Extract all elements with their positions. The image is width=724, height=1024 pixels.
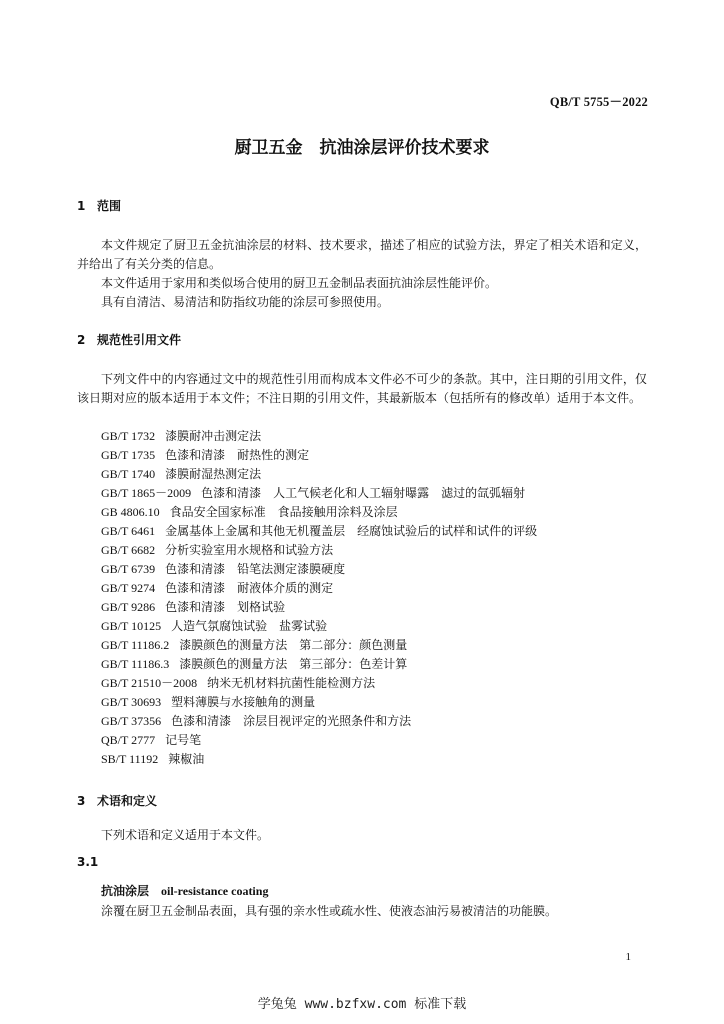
reference-code: GB/T 1735 — [101, 448, 156, 462]
reference-code: GB/T 30693 — [101, 695, 162, 709]
reference-code: GB/T 10125 — [101, 619, 162, 633]
reference-title: 色漆和清漆 人工气候老化和人工辐射曝露 滤过的氙弧辐射 — [201, 486, 526, 500]
footer-watermark: 学兔兔 www.bzfxw.com 标准下载 — [257, 997, 467, 1012]
reference-item — [101, 750, 537, 769]
reference-item — [101, 731, 537, 750]
section-title: 术语和定义 — [97, 794, 158, 808]
reference-code: GB 4806.10 — [101, 505, 160, 519]
reference-code: GB/T 21510－2008 — [101, 676, 198, 690]
term-chinese: 抗油涂层 — [101, 884, 150, 898]
term-heading — [101, 882, 268, 899]
terms-intro: 下列术语和定义适用于本文件。 — [101, 828, 270, 842]
reference-item — [101, 522, 537, 541]
section-number: 2 — [77, 333, 86, 347]
reference-title: 金属基体上金属和其他无机覆盖层 经腐蚀试验后的试样和试件的评级 — [165, 524, 538, 538]
reference-list — [101, 427, 537, 769]
reference-item — [101, 560, 537, 579]
reference-code: GB/T 6461 — [101, 524, 156, 538]
section-heading-terms — [77, 792, 157, 809]
reference-code: GB/T 6739 — [101, 562, 156, 576]
reference-title: 漆膜颜色的测量方法 第二部分：颜色测量 — [179, 638, 408, 652]
reference-item — [101, 465, 537, 484]
reference-item — [101, 693, 537, 712]
reference-item — [101, 617, 537, 636]
reference-title: 食品安全国家标准 食品接触用涂料及涂层 — [169, 505, 398, 519]
reference-item — [101, 712, 537, 731]
reference-code: GB/T 9274 — [101, 581, 156, 595]
reference-title: 漆膜颜色的测量方法 第三部分：色差计算 — [179, 657, 408, 671]
reference-title: 漆膜耐冲击测定法 — [165, 429, 262, 443]
reference-title: 漆膜耐湿热测定法 — [165, 467, 262, 481]
scope-paragraph-2: 本文件适用于家用和类似场合使用的厨卫五金制品表面抗油涂层性能评价。 — [101, 276, 498, 290]
document-title: 厨卫五金 抗油涂层评价技术要求 — [234, 138, 490, 158]
reference-code: SB/T 11192 — [101, 752, 159, 766]
reference-title: 色漆和清漆 划格试验 — [165, 600, 286, 614]
reference-item — [101, 579, 537, 598]
reference-code: GB/T 9286 — [101, 600, 156, 614]
reference-title: 色漆和清漆 铅笔法测定漆膜硬度 — [165, 562, 346, 576]
normative-refs-intro: 下列文件中的内容通过文中的规范性引用而构成本文件必不可少的条款。其中，注日期的引用文件，仅该日期对应的版本适用于本文件；不注日期的引用文件，其最新版本（包括所有的修改单）适用于本文件。 — [77, 372, 647, 405]
term-english: oil-resistance coating — [161, 884, 269, 898]
section-number: 1 — [77, 199, 86, 213]
reference-item — [101, 541, 537, 560]
reference-title: 塑料薄膜与水接触角的测量 — [171, 695, 316, 709]
section-title: 规范性引用文件 — [97, 333, 182, 347]
section-title: 范围 — [97, 199, 122, 213]
reference-code: GB/T 11186.2 — [101, 638, 170, 652]
subsection-number: 3.1 — [77, 855, 99, 869]
reference-item — [101, 484, 537, 503]
reference-title: 色漆和清漆 耐液体介质的测定 — [165, 581, 334, 595]
reference-code: GB/T 1865－2009 — [101, 486, 192, 500]
reference-code: GB/T 6682 — [101, 543, 156, 557]
reference-title: 分析实验室用水规格和试验方法 — [165, 543, 334, 557]
section-number: 3 — [77, 794, 86, 808]
reference-item — [101, 598, 537, 617]
scope-paragraph-1: 本文件规定了厨卫五金抗油涂层的材料、技术要求，描述了相应的试验方法，界定了相关术语和定义，并给出了有关分类的信息。 — [77, 238, 647, 271]
reference-item — [101, 674, 537, 693]
standard-code: QB/T 5755－2022 — [549, 95, 648, 109]
reference-item — [101, 446, 537, 465]
section-heading-scope — [77, 197, 121, 214]
reference-item — [101, 503, 537, 522]
reference-title: 人造气氛腐蚀试验 盐雾试验 — [171, 619, 328, 633]
reference-item — [101, 655, 537, 674]
reference-code: QB/T 2777 — [101, 733, 156, 747]
reference-item — [101, 427, 537, 446]
reference-code: GB/T 37356 — [101, 714, 162, 728]
reference-title: 纳米无机材料抗菌性能检测方法 — [207, 676, 376, 690]
reference-code: GB/T 1732 — [101, 429, 156, 443]
scope-paragraph-3: 具有自清洁、易清洁和防指纹功能的涂层可参照使用。 — [101, 295, 390, 309]
page-number: 1 — [625, 951, 631, 963]
reference-code: GB/T 11186.3 — [101, 657, 170, 671]
reference-code: GB/T 1740 — [101, 467, 156, 481]
reference-title: 色漆和清漆 耐热性的测定 — [165, 448, 310, 462]
term-definition: 涂覆在厨卫五金制品表面，具有强的亲水性或疏水性、使液态油污易被清洁的功能膜。 — [101, 904, 558, 918]
reference-item — [101, 636, 537, 655]
reference-title: 记号笔 — [165, 733, 202, 747]
section-heading-normative-refs — [77, 331, 181, 348]
reference-title: 辣椒油 — [168, 752, 205, 766]
reference-title: 色漆和清漆 涂层目视评定的光照条件和方法 — [171, 714, 412, 728]
